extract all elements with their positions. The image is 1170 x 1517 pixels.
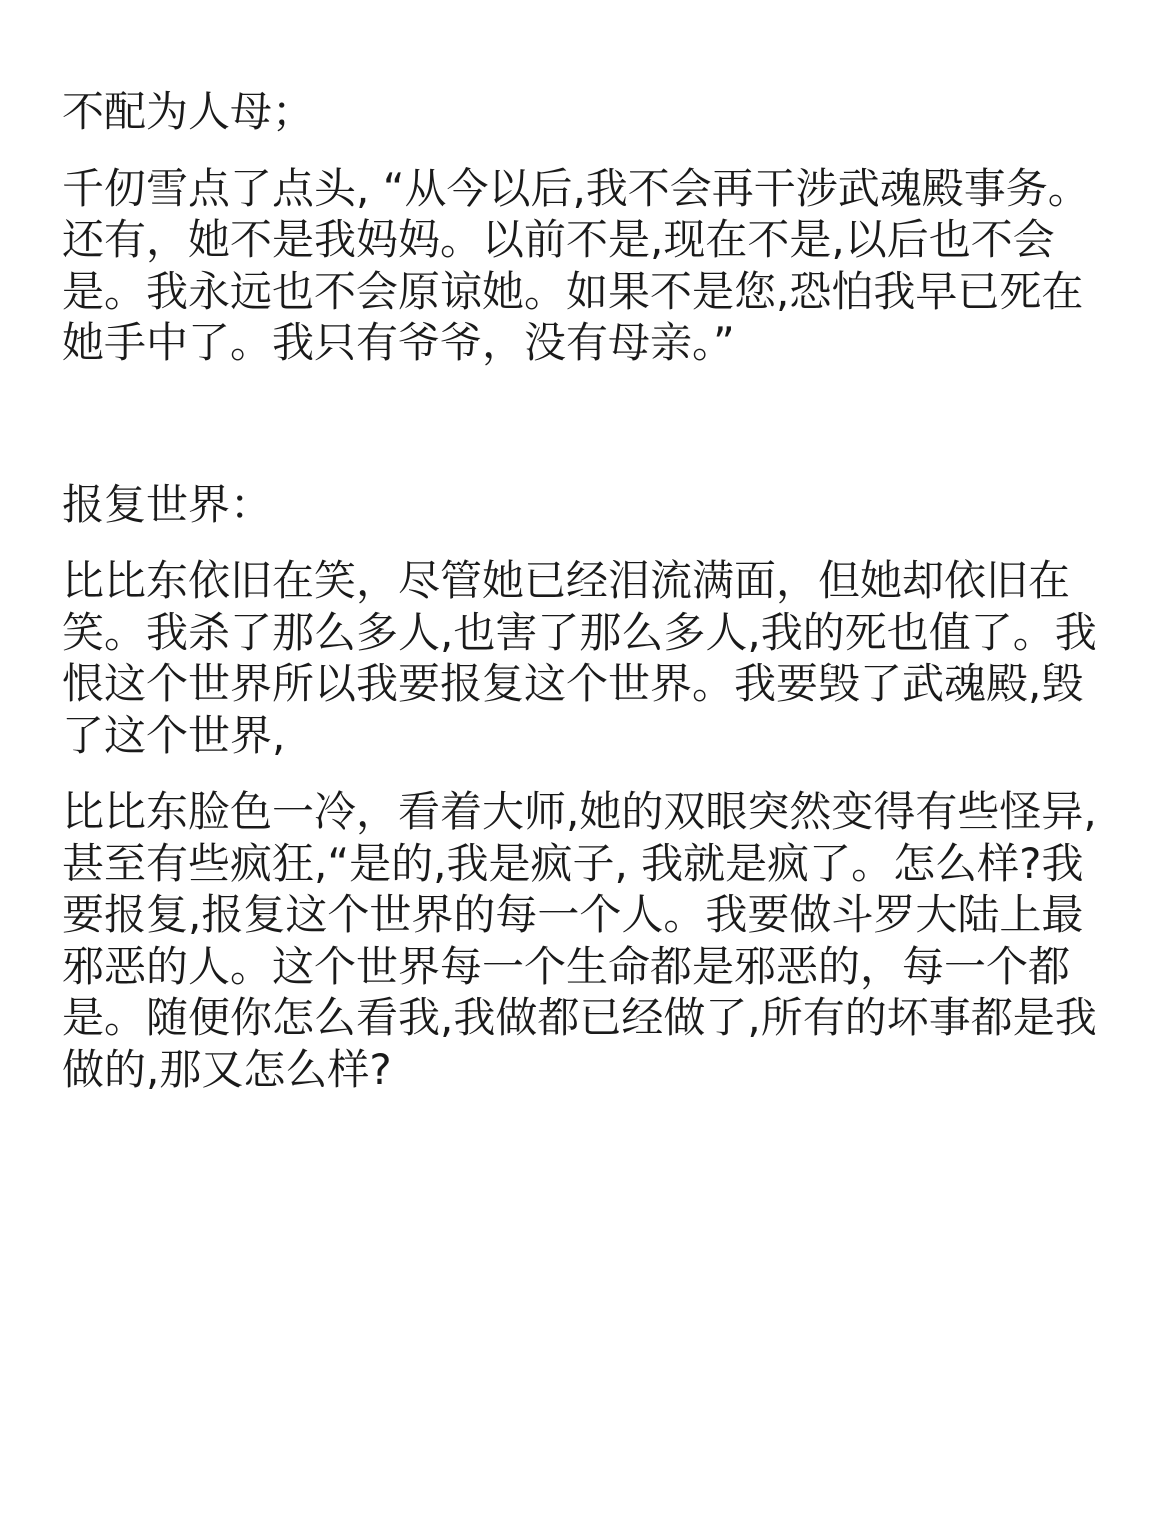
- section-heading-unfit-mother: 不配为人母；: [62, 87, 315, 136]
- section-heading-revenge: 报复世界：: [62, 479, 273, 529]
- document-body: [62, 86, 1112, 1095]
- paragraph-bibidong-madness: 比比东脸色一冷，看着大师,她的双眼突然变得有些怪异,甚至有些疯狂,“是的,我是疯子, 我就是疯了。怎么样?我要报复,报复这个世界的每一个人。我要做斗罗大陆上最邪恶的人。这个世界每一个生命都是邪恶的，每一个都是。随便你怎么看我,我做都已经做了,所有的坏事都是我做的,那又怎么样?: [62, 787, 1097, 1094]
- paragraph-qianrenxue: 千仞雪点了点头, “从今以后,我不会再干涉武魂殿事务。还有，她不是我妈妈。以前不是,现在不是,以后也不会是。我永远也不会原谅她。如果不是您,恐怕我早已死在她手中了。我只有爷爷，没有母亲。”: [62, 163, 1090, 367]
- paragraph-bibidong-smile: 比比东依旧在笑，尽管她已经泪流满面，但她却依旧在笑。我杀了那么多人,也害了那么多人,我的死也值了。我恨这个世界所以我要报复这个世界。我要毁了武魂殿,毁了这个世界,: [62, 556, 1097, 760]
